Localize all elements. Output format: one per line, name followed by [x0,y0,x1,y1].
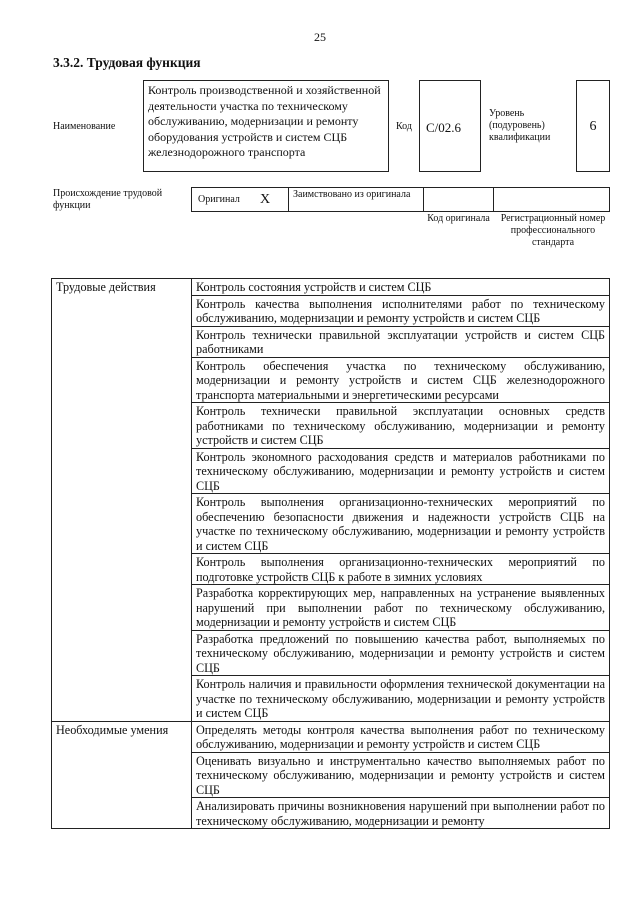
table-row [52,279,610,296]
labor-action-item: Контроль качества выполнения исполнителями работ по техническому обслуживанию, модернизации и ремонту устройств и систем СЦБ [192,295,610,326]
borrowed-label: Заимствовано из оригинала [288,187,424,212]
section-title: 3.3.2. Трудовая функция [53,55,201,70]
original-label: Оригинал [198,194,240,205]
labor-action-item: Контроль наличия и правильности оформления технической документации на участке по техническому обслуживанию, модернизации и ремонту устройств и систем СЦБ [192,676,610,722]
level-value: 6 [576,80,610,172]
labor-action-item: Разработка корректирующих мер, направленных на устранение выявленных нарушений при выполнении работ по техническому обслуживанию, модернизации и ремонту устройств и систем СЦБ [192,585,610,631]
reg-number-label: Регистрационный номер профессионального стандарта [500,213,606,248]
code-value: C/02.6 [419,80,481,172]
code-label: Код [396,121,412,132]
function-name: Контроль производственной и хозяйственной деятельности участка по техническому обслуживанию, модернизации и ремонту оборудования устройств и систем СЦБ железнодорожного транспорта [143,80,389,172]
labor-actions-label: Трудовые действия [52,279,192,722]
skills-label: Необходимые умения [52,721,192,829]
level-label: Уровень (подуровень) квалификации [489,108,551,143]
labor-action-item: Контроль обеспечения участка по техническому обслуживанию, модернизации и ремонту устройств и систем СЦБ железнодорожного транспорта материальными и энергетическими ресурсами [192,357,610,403]
skill-item: Анализировать причины возникновения нарушений при выполнении работ по техническому обслуживанию, модернизации и ремонту [192,798,610,829]
labor-action-item: Контроль экономного расходования средств и материалов работниками по техническому обслуживанию, модернизации и ремонту устройств и систем СЦБ [192,448,610,494]
skill-item: Определять методы контроля качества выполнения работ по техническому обслуживанию, модернизации и ремонту устройств и систем СЦБ [192,721,610,752]
page-number: 25 [314,30,326,44]
labor-action-item: Контроль выполнения организационно-технических мероприятий по обеспечению безопасности движения и надежности устройств СЦБ на участке по техническому обслуживанию, модернизации и ремонту устройств и систем СЦБ [192,494,610,554]
table-row [52,721,610,752]
name-label: Наименование [53,121,116,132]
labor-action-item: Контроль технически правильной эксплуатации устройств и систем СЦБ работниками [192,326,610,357]
functions-table [51,278,610,829]
labor-action-item: Контроль технически правильной эксплуатации основных средств работниками по техническому обслуживанию, модернизации и ремонту устройств и систем СЦБ [192,403,610,449]
labor-action-item: Контроль состояния устройств и систем СЦБ [192,279,610,296]
code-original-cell [423,187,494,212]
code-original-label: Код оригинала [427,213,490,224]
original-mark: X [260,192,271,207]
original-cell [191,187,289,212]
skill-item: Оценивать визуально и инструментально качество выполняемых работ по техническому обслуживанию, модернизации и ремонту устройств и систем СЦБ [192,752,610,798]
origin-label: Происхождение трудовой функции [53,188,163,211]
labor-action-item: Разработка предложений по повышению качества работ, выполняемых по техническому обслуживанию, модернизации и ремонту устройств и систем СЦБ [192,630,610,676]
labor-action-item: Контроль выполнения организационно-технических мероприятий по подготовке устройств СЦБ к работе в зимних условиях [192,554,610,585]
reg-number-cell [493,187,610,212]
